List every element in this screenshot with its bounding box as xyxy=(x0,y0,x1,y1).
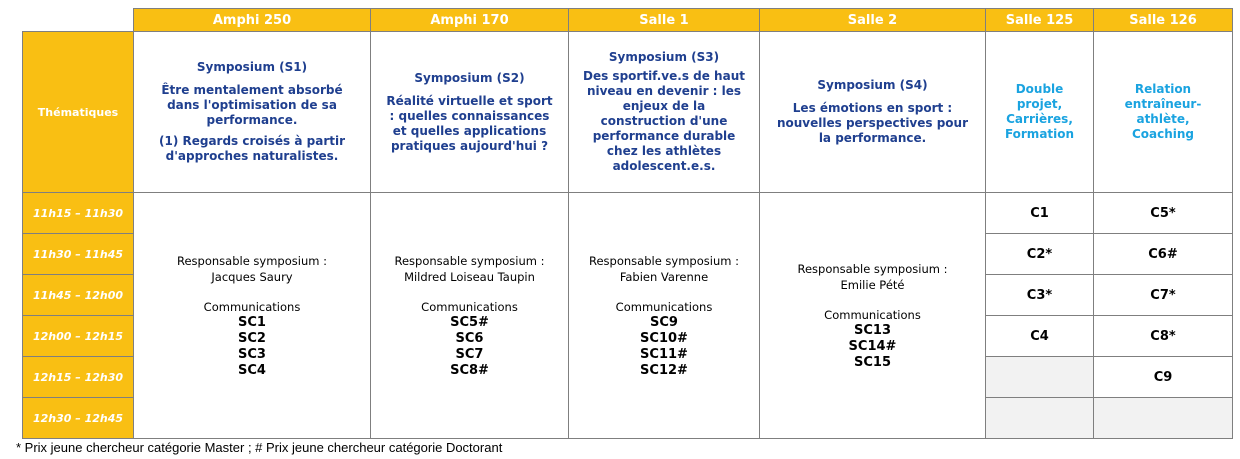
salle126-empty-slot xyxy=(1094,398,1233,439)
time-row xyxy=(23,193,1233,234)
responsable-label: Responsable symposium : xyxy=(589,253,739,268)
sessions-s1 xyxy=(134,193,371,439)
communication-code: SC6 xyxy=(455,330,484,346)
responsable-name: Emilie Pété xyxy=(840,277,905,292)
room-header: Salle 126 xyxy=(1094,9,1233,32)
theme-line: Réalité virtuelle et sport xyxy=(386,93,553,108)
theme-line: adolescent.e.s. xyxy=(612,159,716,173)
theme-line: (1) Regards croisés à partir xyxy=(158,134,346,148)
communication-code: SC3 xyxy=(238,346,266,362)
theme-line: projet, xyxy=(1016,97,1063,111)
theme-line: Double xyxy=(1015,82,1064,96)
communication-code: SC15 xyxy=(854,354,891,370)
salle125-slot: C2* xyxy=(986,234,1094,275)
theme-line: Relation xyxy=(1134,82,1192,96)
theme-line: nouvelles perspectives pour xyxy=(776,116,969,130)
theme-line: Être mentalement absorbé xyxy=(161,83,343,97)
time-slot: 11h45 – 12h00 xyxy=(23,275,134,316)
salle125-slot: C1 xyxy=(986,193,1094,234)
salle125-slot: C4 xyxy=(986,316,1094,357)
theme-line: chez les athlètes xyxy=(606,144,722,158)
symposium-title: Symposium (S2) xyxy=(414,70,525,85)
sessions-s3 xyxy=(569,193,760,439)
communication-code: SC11# xyxy=(640,346,688,362)
salle125-slot: C3* xyxy=(986,275,1094,316)
footnote: * Prix jeune chercheur catégorie Master ; # Prix jeune chercheur catégorie Doctorant xyxy=(16,440,503,455)
salle125-empty-slot xyxy=(986,398,1094,439)
symposium-title: Symposium (S4) xyxy=(817,78,928,92)
responsable-label: Responsable symposium : xyxy=(394,253,545,268)
theme-line: construction d'une xyxy=(600,114,728,128)
responsable-name: Fabien Varenne xyxy=(619,269,709,284)
sessions-s4 xyxy=(760,193,986,439)
salle126-slot: C9 xyxy=(1094,357,1233,398)
salle126-slot: C5* xyxy=(1094,193,1233,234)
symposium-title: Symposium (S3) xyxy=(608,50,720,64)
salle126-slot: C6# xyxy=(1094,234,1233,275)
theme-line: niveau en devenir : les xyxy=(586,84,742,98)
theme-s1 xyxy=(134,32,371,193)
theme-line: d'approches naturalistes. xyxy=(165,149,339,163)
theme-line: Des sportif.ve.s de haut xyxy=(583,69,745,83)
salle125-empty-slot xyxy=(986,357,1094,398)
communication-code: SC14# xyxy=(848,338,897,354)
room-header: Salle 1 xyxy=(569,9,760,32)
theme-s2 xyxy=(371,32,569,193)
theme-salle126 xyxy=(1094,32,1233,193)
theme-line: dans l'optimisation de sa xyxy=(167,98,337,112)
schedule-table xyxy=(22,8,1233,439)
communication-code: SC13 xyxy=(854,322,891,338)
responsable-name: Mildred Loiseau Taupin xyxy=(404,269,535,284)
communication-code: SC9 xyxy=(650,314,678,330)
time-slot: 11h15 – 11h30 xyxy=(23,193,134,234)
communications-label: Communications xyxy=(421,299,518,314)
theme-line: Carrières, xyxy=(1006,112,1073,126)
theme-line: performance. xyxy=(206,113,298,127)
salle126-slot: C8* xyxy=(1094,316,1233,357)
communication-code: SC7 xyxy=(455,346,484,362)
header-row xyxy=(23,9,1233,32)
themes-row xyxy=(23,32,1233,193)
theme-line: performance durable xyxy=(592,129,736,143)
time-slot: 12h30 – 12h45 xyxy=(23,398,134,439)
communications-label: Communications xyxy=(615,299,713,314)
time-slot: 11h30 – 11h45 xyxy=(23,234,134,275)
communications-label: Communications xyxy=(203,299,301,314)
room-header: Salle 125 xyxy=(986,9,1094,32)
theme-salle125 xyxy=(986,32,1094,193)
theme-line: la performance. xyxy=(818,131,927,145)
communication-code: SC1 xyxy=(238,314,266,330)
symposium-title: Symposium (S1) xyxy=(196,60,308,74)
communication-code: SC12# xyxy=(640,362,688,378)
theme-line: pratiques aujourd'hui ? xyxy=(390,138,549,153)
communication-code: SC10# xyxy=(640,330,688,346)
theme-s4 xyxy=(760,32,986,193)
theme-line: Les émotions en sport : xyxy=(792,101,953,115)
theme-s3 xyxy=(569,32,760,193)
room-header: Salle 2 xyxy=(760,9,986,32)
responsable-label: Responsable symposium : xyxy=(177,253,327,268)
theme-line: : quelles connaissances xyxy=(389,108,550,123)
time-slot: 12h00 – 12h15 xyxy=(23,316,134,357)
communication-code: SC2 xyxy=(238,330,266,346)
communications-label: Communications xyxy=(824,307,921,322)
time-slot: 12h15 – 12h30 xyxy=(23,357,134,398)
corner-blank xyxy=(23,9,134,32)
communication-code: SC4 xyxy=(238,362,266,378)
thematiques-label: Thématiques xyxy=(23,32,134,193)
salle126-slot: C7* xyxy=(1094,275,1233,316)
sessions-s2 xyxy=(371,193,569,439)
room-header: Amphi 170 xyxy=(371,9,569,32)
room-header: Amphi 250 xyxy=(134,9,371,32)
responsable-name: Jacques Saury xyxy=(211,269,293,284)
theme-line: entraîneur- xyxy=(1124,97,1202,111)
theme-line: Formation xyxy=(1004,127,1075,141)
theme-line: Coaching xyxy=(1131,127,1195,141)
communication-code: SC5# xyxy=(450,314,489,330)
communication-code: SC8# xyxy=(450,362,489,378)
theme-line: athlète, xyxy=(1136,112,1190,126)
responsable-label: Responsable symposium : xyxy=(797,261,948,276)
theme-line: et quelles applications xyxy=(392,123,547,138)
theme-line: enjeux de la xyxy=(622,99,706,113)
